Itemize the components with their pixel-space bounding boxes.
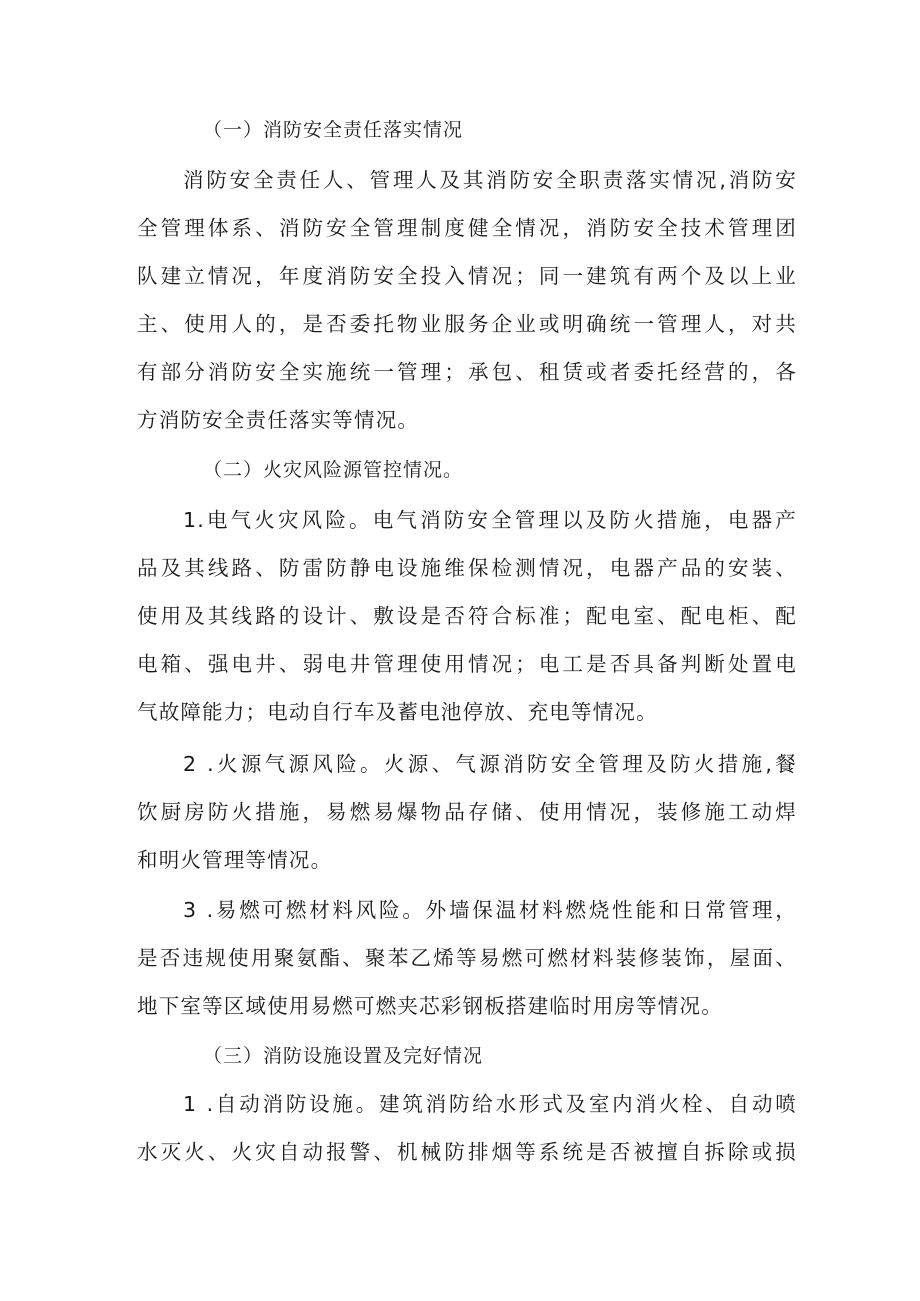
paragraph-line: 使用及其线路的设计、敷设是否符合标准；配电室、配电柜、配 xyxy=(137,604,797,628)
paragraph-line: 气故障能力；电动自行车及蓄电池停放、充电等情况。 xyxy=(137,700,658,724)
paragraph-line: 消防安全责任人、管理人及其消防安全职责落实情况,消防安 xyxy=(183,168,797,192)
paragraph-line: 2 .火源气源风险。火源、气源消防安全管理及防火措施,餐 xyxy=(183,752,797,776)
section-heading-3: （三）消防设施设置及完好情况 xyxy=(203,1045,484,1067)
paragraph-line: 和明火管理等情况。 xyxy=(137,848,333,872)
paragraph-line: 品及其线路、防雷防静电设施维保检测情况，电器产品的安装、 xyxy=(137,556,797,580)
paragraph-line: 水灭火、火灾自动报警、机械防排烟等系统是否被擅自拆除或损 xyxy=(137,1140,797,1164)
paragraph-line: 电箱、强电井、弱电井管理使用情况；电工是否具备判断处置电 xyxy=(137,652,797,676)
paragraph-line: 3 .易燃可燃材料风险。外墙保温材料燃烧性能和日常管理， xyxy=(183,898,797,922)
paragraph-line: 主、使用人的，是否委托物业服务企业或明确统一管理人，对共 xyxy=(137,312,797,336)
paragraph-line: 全管理体系、消防安全管理制度健全情况，消防安全技术管理团 xyxy=(137,216,797,240)
section-heading-1: （一）消防安全责任落实情况 xyxy=(203,119,464,141)
paragraph-line: 队建立情况，年度消防安全投入情况；同一建筑有两个及以上业 xyxy=(137,264,797,288)
section-heading-2: （二）火灾风险源管控情况。 xyxy=(203,459,464,481)
paragraph-line: 是否违规使用聚氨酯、聚苯乙烯等易燃可燃材料装修装饰，屋面、 xyxy=(137,946,797,970)
paragraph-line: 1 .自动消防设施。建筑消防给水形式及室内消火栓、自动喷 xyxy=(183,1092,797,1116)
paragraph-line: 有部分消防安全实施统一管理；承包、租赁或者委托经营的，各 xyxy=(137,360,797,384)
paragraph-line: 饮厨房防火措施，易燃易爆物品存储、使用情况，装修施工动焊 xyxy=(137,800,797,824)
paragraph-line: 地下室等区域使用易燃可燃夹芯彩钢板搭建临时用房等情况。 xyxy=(137,994,723,1018)
paragraph-line: 1.电气火灾风险。电气消防安全管理以及防火措施，电器产 xyxy=(183,508,797,532)
paragraph-line: 方消防安全责任落实等情况。 xyxy=(137,408,420,432)
